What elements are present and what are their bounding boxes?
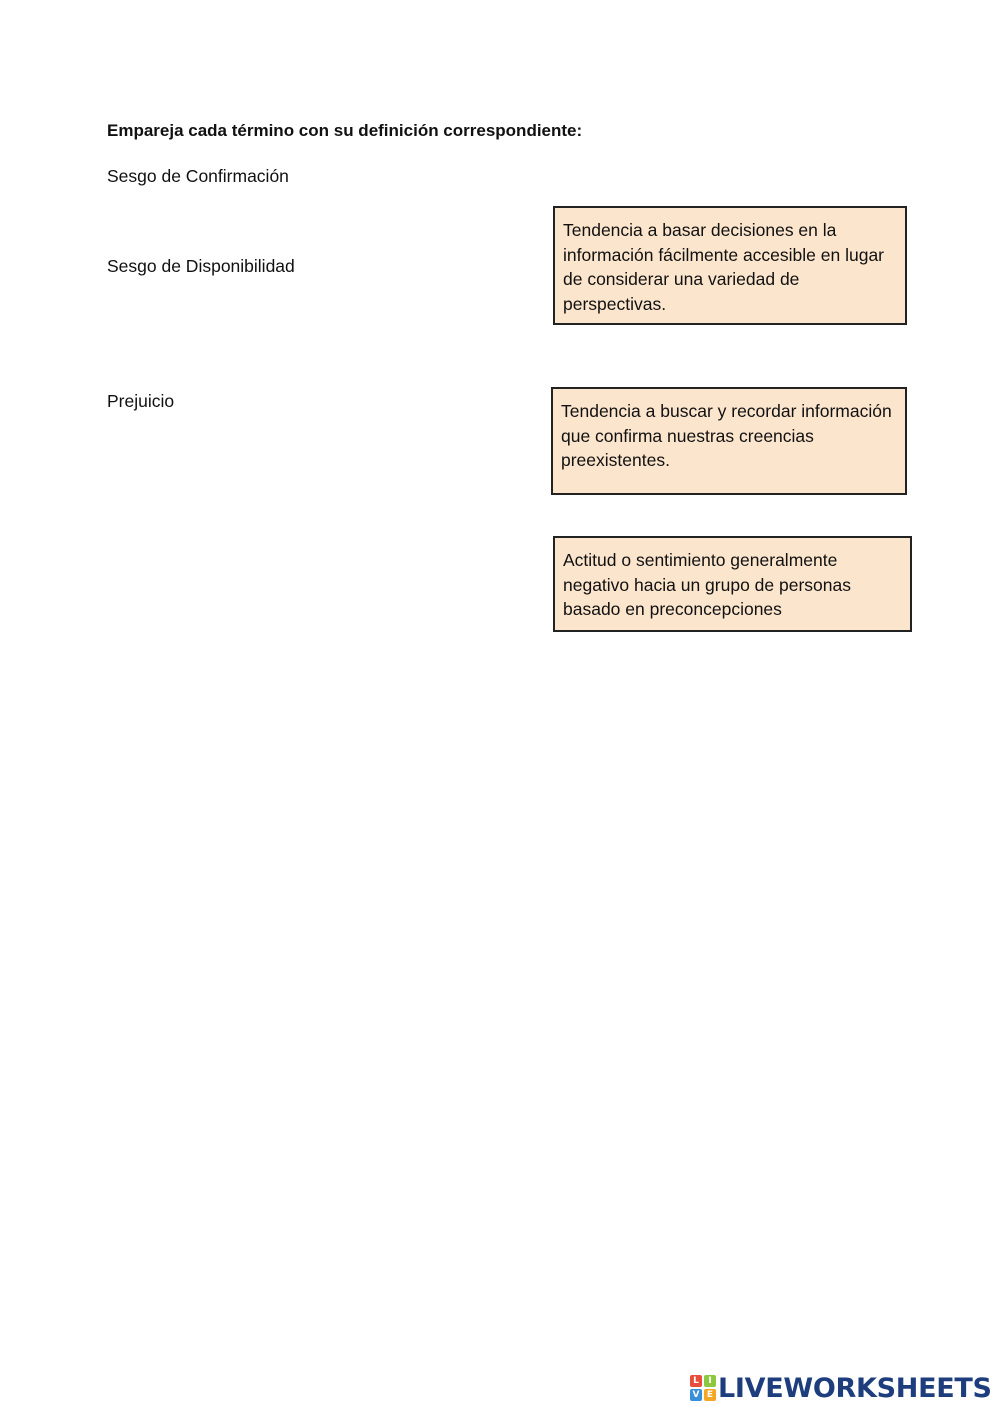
logo-letter-v: V [690,1389,702,1401]
definition-box-availability[interactable]: Tendencia a basar decisiones en la información fácilmente accesible en lugar de considerar una variedad de perspectivas. [553,206,907,325]
liveworksheets-logo [690,1372,992,1404]
logo-letter-l: L [690,1375,702,1387]
logo-text: LIVEWORKSHEETS [718,1372,992,1404]
instruction-heading: Empareja cada término con su definición correspondiente: [107,121,583,140]
logo-letter-e: E [704,1389,716,1401]
term-prejuicio[interactable]: Prejuicio [107,391,175,411]
term-sesgo-confirmacion[interactable]: Sesgo de Confirmación [107,166,289,186]
term-sesgo-disponibilidad[interactable]: Sesgo de Disponibilidad [107,256,295,276]
definition-box-prejudice[interactable]: Actitud o sentimiento generalmente negativo hacia un grupo de personas basado en preconcepciones [553,536,912,632]
definition-box-confirmation[interactable]: Tendencia a buscar y recordar información que confirma nuestras creencias preexistentes. [551,387,907,495]
liveworksheets-mark-icon [690,1375,716,1401]
logo-letter-i: I [704,1375,716,1387]
